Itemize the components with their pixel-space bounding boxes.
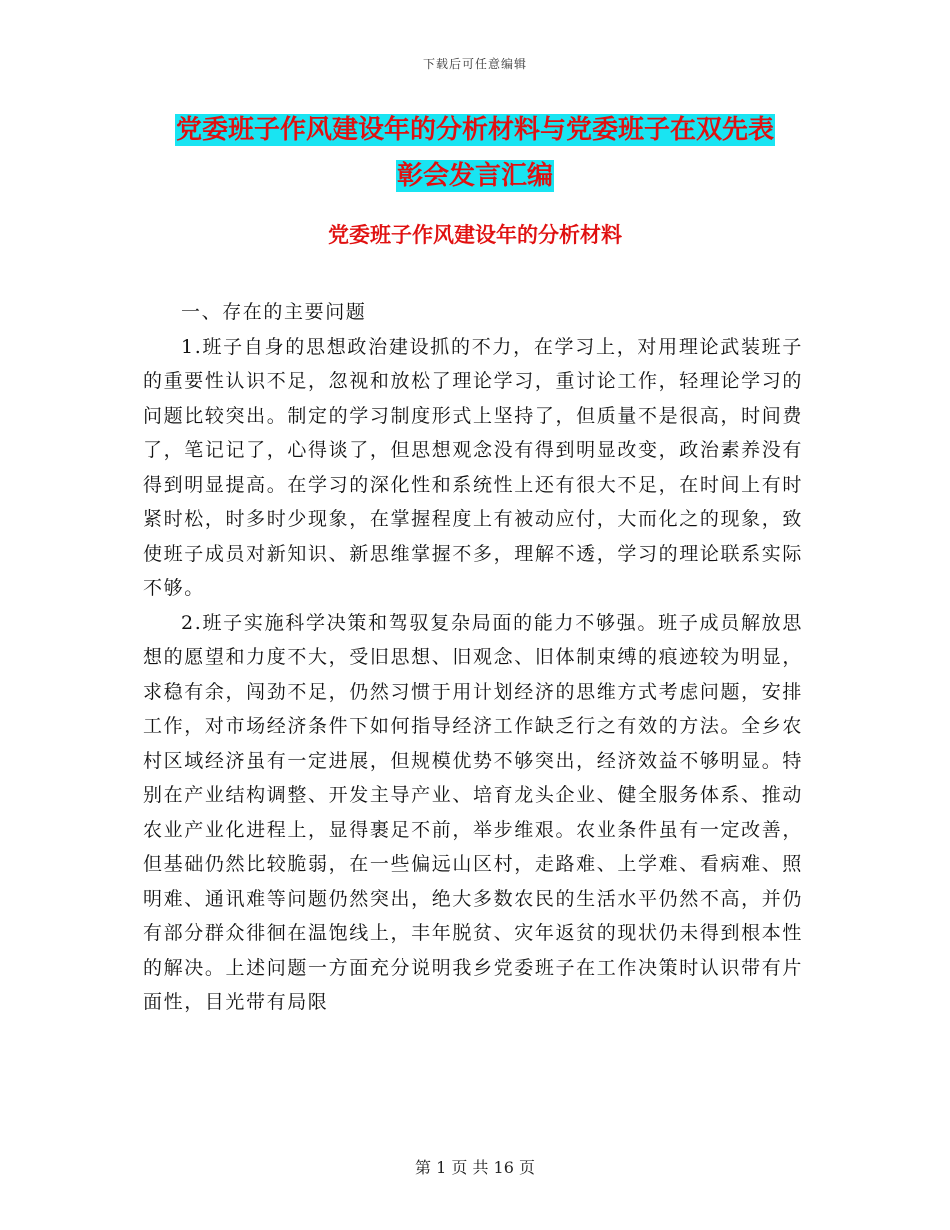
paragraph-1: 1.班子自身的思想政治建设抓的不力，在学习上，对用理论武装班子的重要性认识不足，忽视和放松了理论学习，重讨论工作，轻理论学习的问题比较突出。制定的学习制度形式上坚持了，但质量不是很高，时间费了，笔记记了，心得谈了，但思想观念没有得到明显改变，政治素养没有得到明显提高。在学习的深化性和系统性上还有很大不足，在时间上有时紧时松，时多时少现象，在掌握程度上有被动应付，大而化之的现象，致使班子成员对新知识、新思维掌握不多，理解不透，学习的理论联系实际不够。 xyxy=(143,335,803,599)
body-text xyxy=(143,295,803,1020)
main-title xyxy=(150,107,800,199)
header-note: 下载后可任意编辑 xyxy=(422,57,527,71)
subsection-heading: 一、存在的主要问题 xyxy=(181,301,367,323)
page-footer: 第 1 页 共 16 页 xyxy=(415,1158,535,1177)
section-title: 党委班子作风建设年的分析材料 xyxy=(328,223,622,247)
main-title-line-2: 彰会发言汇编 xyxy=(396,161,553,191)
paragraph-2: 2.班子实施科学决策和驾驭复杂局面的能力不够强。班子成员解放思想的愿望和力度不大，受旧思想、旧观念、旧体制束缚的痕迹较为明显，求稳有余，闯劲不足，仍然习惯于用计划经济的思维方式考虑问题，安排工作，对市场经济条件下如何指导经济工作缺乏行之有效的方法。全乡农村区域经济虽有一定进展，但规模优势不够突出，经济效益不够明显。特别在产业结构调整、开发主导产业、培育龙头企业、健全服务体系、推动农业产业化进程上，显得裹足不前，举步维艰。农业条件虽有一定改善，但基础仍然比较脆弱，在一些偏远山区村，走路难、上学难、看病难、照明难、通讯难等问题仍然突出，绝大多数农民的生活水平仍然不高，并仍有部分群众徘徊在温饱线上，丰年脱贫、灾年返贫的现状仍未得到根本性的解决。上述问题一方面充分说明我乡党委班子在工作决策时认识带有片面性，目光带有局限 xyxy=(143,611,803,1013)
main-title-line-1: 党委班子作风建设年的分析材料与党委班子在双先表 xyxy=(175,115,774,145)
